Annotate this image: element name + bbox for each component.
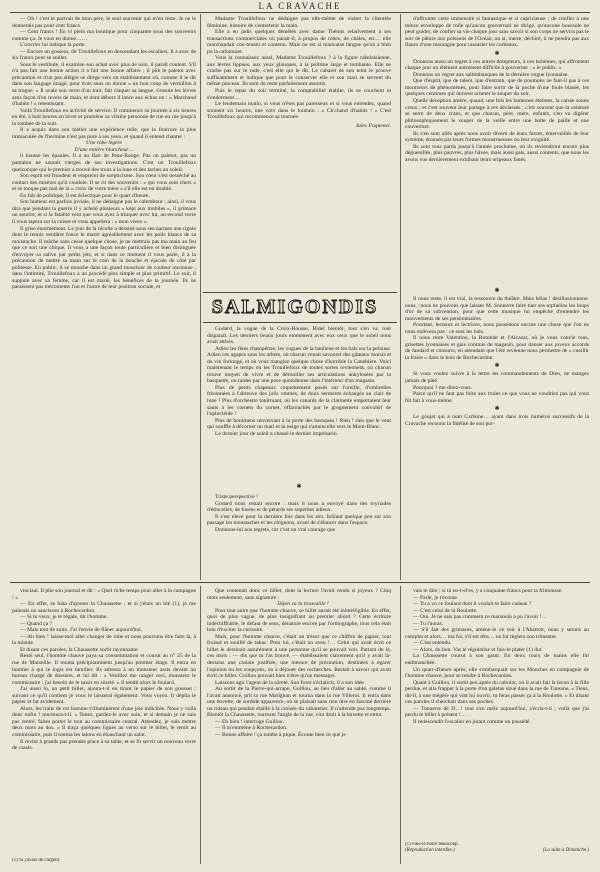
section-rule xyxy=(10,582,590,583)
reproduction-note: (Reproduction interdite.) xyxy=(405,848,455,853)
column-2-lower xyxy=(207,494,391,578)
column-3-lower-feuilleton xyxy=(405,588,589,838)
paragraph: Il revint à grands pas prendre place à sa table, et se fit servir un nouveau verre de cassis. xyxy=(12,738,196,752)
paragraph: Puis le repas du soir terminé, la comptabilité établie, ils se couchent et s'endorment… xyxy=(207,88,391,101)
paragraph: — En effet, se hâta d'ajouter la Chaussette ; et si j'étais un blé (1), je me paierais un saucisson à Rochecardon. xyxy=(12,601,196,614)
ornament-star: ✱ xyxy=(494,50,500,57)
ornament-star: ✱ xyxy=(296,484,302,490)
paragraph: Que d'esprit, que de talent, que d'entrain, que de poumons ne faut-il pas à ces montreurs de phénomènes, pour faire sortir de la poche d'une foule blasée, les quelques centimes qui doivent acheter le souper du soir. xyxy=(405,78,589,98)
paragraph: Au sortir de la Pierre-qui-arrape, Guillou, au lieu d'aller au sablé, comme il l'avait annoncé, prit la rue Marignan et tourna dans la rue Villeroi. Il entra dans une buvette, de sordide apparence, où se plaisait sans rien dire en fasciné derrière un rideau qui pendait étaillé à la croisée du cabaretier. Il n'attendit pas longtemps. Bientôt la Chaussette, tournant l'angle de la rue, vint droit à la buvette et entra. xyxy=(207,686,391,719)
section-title-text: SALMIGONDIS xyxy=(211,295,379,318)
paragraph: — Encore un gosseur, dit Trouillefoux en descendant les escaliers. Il a avec de six francs pour se soûler. xyxy=(12,48,196,62)
paragraph: Quant à Guillou, il sortit peu après du cabolot, où il avait fait la lecon à la fille perdue, et alla frapper à la porte d'un galetas situé dans la rue de Turenne. « Tiens, dit-il, à une mégère qui vint lui ouvrir, tu feras passer ça à la Roulotte. » Et disant ces paroles il cherchait dans ses poches. xyxy=(405,679,589,706)
footnote-text: (1) Si j'avais de l'argent. xyxy=(12,858,61,863)
section-title xyxy=(203,296,387,318)
paragraph: Plus de petits chapeaux coquettement posés sur l'oreille, d'ombrelles frisonnées à l'abreuve des jolis ommes, de doux serments échangés au clair de lune ! Plus d'orchestre tonitruant, où les canards de la clarinette emportaient leur sauts à les cornets du cornet, effarouchés par le grognement convulsif de l'ophicléide ! xyxy=(207,384,391,418)
paragraph: Alors, les traits de cet homme s'illuminèrent d'une joie indicible. Nous y voilà donc enfin ! murmura-t-il. « Tenez, gardez-le avec soin, et si demain je ne suis pas rentré, faites porter le tout au commissaire central. Attendez, je vais mettre deux mots au dos. » Il traça quelques lignes au verso sur le billet, le remit au commissaire, puis il tourna les talons en ébauchant un salut. xyxy=(12,705,196,739)
paragraph: Donnons un regret aux saltimbanques de la dernière vogue lyonnaise. xyxy=(413,71,569,78)
paragraph: — Cent francs ! En vl plein ma boutique pour cinquante sous des souvenirs comme ça. Je vous en donne…… xyxy=(12,29,196,42)
paragraph: Vous la connaissez aussi, Madame Trouillefoux ? à la figure rabelaisienne, aux lèvres lippues, aux yeux glauques, à la poitrine large et tombante. Elle ne crache pas sur le rude, c'est elle qui le dit. Le cabaret de son teint le prouve suffisamment et indique que pour le conserver elle et son mari se servent du même pinceau. Ils sont du reste parfaitement assortis. xyxy=(207,55,391,88)
column-separator-1 xyxy=(200,14,201,580)
paragraph: Il s'est élevé pour la dernière fois dans les airs, brûlant quelque peu sur son passage les moustaches et les chignons, avant de s'élancer dans l'espace. xyxy=(207,513,391,527)
paragraph: il hausse les épaules. Il a un flair de Peau-Rouge. Pas un paletot, pas un pantalon ne saurait vierges de ses investigations. C'est un Trouillefoux quelconque qui le premier a trouvé des trous à la lune et des taches au soleil. xyxy=(12,153,196,173)
paragraph: Sous le vestibule, il examine son achat avec plus de soin, il paraît content. S'il n'a pas fait une bonne action il a fait une bonne affaire ; il plie le paletot avec précaution et d'un pas allègre se dirige vers un établissement où, comme il le dit dans son langage imagé, pour trois sous on donne « un bon coup de vermillon à sa trogne. » Il avale son verre d'un trait, fait claquer sa langue, s'essuie les lèvres sans façon d'un revers de main, et dont débors il lance aux échos un : « Marchand d'habits ! » retentissant. xyxy=(12,61,196,108)
paragraph: — Si tu veux, je te régale, dit l'homme. xyxy=(20,614,108,621)
verse-line: D'une entière blancheur… xyxy=(74,146,134,153)
paragraph: Parce qu'il ne faut pas faire aux truies ce que vous ne voudriez pas qui vous fût fait à vous-même. xyxy=(405,391,589,404)
paragraph: — Eh bien ! interroge Guillou. xyxy=(215,718,284,725)
ornament-star: ✱ xyxy=(494,288,500,294)
paragraph: Donnons aussi un regret à ces autres dompteurs, à ces bohèmes, qui affrontent chaque jour un élément autrement difficile à gouverner : « le public. » xyxy=(405,58,589,72)
column-1-lower xyxy=(12,588,196,854)
paragraph: Il nous reste, il est vrai, la ressource du théâtre. Mais hélas ! désillusionnons-nous ; nous ne pouvons que laisser M. Sonnerre faire tuer ses orphelins les loups d'or de sa subvention, pour que cette musique lui empêche d'entendre les mouvements de ses pensionnaires. xyxy=(405,296,589,322)
paragraph: — Oh ! c'est le portrait de mon père, le seul souvenir qui m'en reste. Je ne le donnerais pas pour cent francs. xyxy=(12,16,196,29)
paragraph: Pour tout autre que l'homme chauve, ce billet aurait été inintelligible. En effet, quoi de plus vague, de plus insignifiant au premier abord ? Cette écriture indéchiffrable, le défaut de sens, dénature encore par l'orthographe, tous cela était loin d'exciter la curiosité. xyxy=(207,607,391,634)
column-3-notes xyxy=(405,842,589,870)
paragraph: — Il m'emmène à Rochecardon. xyxy=(215,725,288,732)
paragraph: Il nous reste Valentino, la Rotonde et l'Alcazar, où je vous convie tous, grisettes lyonnaises et gais commis de magasin, pour danser aux joyeux accords de Jandard et consorts, en attendant que l'été revienne nous permettre de « cueillir la fraise » dans le bois de Rochecardon. xyxy=(405,335,589,361)
footnote-left xyxy=(12,858,196,867)
paragraph: Voilà Trouillefoux en activité de service. Il commence sa journée à six heures en été, à huit heures en hiver et promène sa vilaine personne de rue en rue jusqu'à la tombée de la nuit. xyxy=(12,107,196,127)
column-1-upper xyxy=(12,16,196,578)
column-3-upper xyxy=(405,16,589,276)
paragraph: Le dernier jour de soleil a chassé le dernier imprésario. xyxy=(215,430,339,437)
paragraph: vinciaal. Il plie son journal et dit : « Quel riche temps pour aller à la campagne ! » xyxy=(12,588,196,601)
running-header: LA CRAVACHE xyxy=(258,1,342,11)
paragraph: — Quand ça ? xyxy=(20,620,53,627)
title-rule-top xyxy=(203,292,397,293)
column-separator-4 xyxy=(400,586,401,864)
paragraph: — Oui. Je ne sais pas comment ce marsouin a pu l'avoir !… xyxy=(413,614,548,621)
paragraph: — Alors, du bon. Vas te régularise et fais-le plater (1) dur. xyxy=(413,646,543,653)
verse-line: Une robe légère xyxy=(86,140,122,147)
paragraph: Il grise énormément. Le jour de la récolte a dessiné sous ses narines une rigole dont le tennis verdâtre fonce le marre agréablement avec les poils blancs de sa moustache. Il mâche sans cesse quelque chose, je ne mettrais pas ma main au feu que ce soit une chique. Il vous a une façon toute particulière et bien distinguée d'envoyer sa salive par petits jets, et si dans ce moment il vous parle, il a la précaution de mettre sa main sur le coin de la bouche et éjacule de côté par politesse. En public, il se mouche dans un grand mouchoir de couleur inconnue ; dans l'intimité, Trouillefoux a un procédé plus simple et plus primitif. Le soir, il suppute avec sa femme, car il est marié, les bénéfices de la journée. Ils ne paraissent pas mécontents l'un et l'autre de leur position sociale, et xyxy=(12,225,196,291)
paragraph: — Tu a vu ce foulard dont il voulait te faire cadeau ? xyxy=(413,601,532,608)
continuation-note: (La suite à Dimanche.) xyxy=(542,848,589,853)
paragraph: d'affronter cette immensité si fantastique et si capricieuse ; de confier à une mince enveloppe de toile qu'aucun gouvernail ne dirige, qu'aucune boussole ne peut guider, de confier sa vie chaque jour sans savoir si son corps ne servira pas le soir de pâture aux poissons de l'Océan, ou si, inerte, déchiré, il ne pendra pas aux flancs d'une montagne pour rassasier les corbeaux. xyxy=(405,16,589,49)
author-signature: Jules Foquenel. xyxy=(355,122,391,129)
paragraph: Pourquoi ? me direz-vous. xyxy=(413,384,473,391)
paragraph: L'ouvrier lui indique la porte. xyxy=(20,42,86,49)
end-notes xyxy=(405,848,589,854)
paragraph: Plus de bonimens renversant à la porte des baraques ! Rien ! rien que le vent qui souffle à décorner un mari et la neige qui s'amoncelle vers le Mont-Blanc. xyxy=(207,417,391,431)
paragraph: Godard nous restait encore : mais il nous a envoyé dans des myriades d'étincelles, de fusées et de pétards ses superbes adieux. xyxy=(207,500,391,514)
paragraph: La Chaussette courut à son garni. En deux tours de mains elle fut endimanchée. xyxy=(405,653,589,667)
paragraph: Mais, pour l'homme chauve, c'était un trésor que ce chiffon de papier, tout froissé et souillé de tabac. Pour lui, c'était un aveu !… Celui qui avait écrit ce billet le destinait assurément à une personne qu'il se pouvait voir. Partant de là, ces mots : — dis que tu l'as trouvé, — établissaient clairement qu'il y avait là-dessous une crainte justifiée, une mesure de précaution, destinées à égarer l'opinion ou les soupçons, ou à déjouer des recherches. Restait à savoir qui avait écrit ce billet. Guillou pouvait bien n'être qu'un messager. xyxy=(207,633,391,680)
title-rule-bottom xyxy=(203,322,397,323)
paragraph: Godard, la vogue de la Croix-Rousse, Bidel bientôt, tout s'en va, tout disparaît. Les derniers beaux jours emmènent avec eux ceux que le soleil nous avait attirés. xyxy=(207,326,391,346)
paragraph: Madame Trouillefoux ne dédaigne pas elle-même de visiter la clientèle féminine, histoire de s'entretenir la main. xyxy=(207,16,391,29)
paragraph: Laissons agir l'agent de la sûreté. Son front s'éclaircit, il a son idée. xyxy=(215,679,366,686)
paragraph: Il a acquis dans son métier une expérience telle, que la fourrure la plus immaculée de l'hermine n'est pas pure à ses yeux, et quand il entend chanter : xyxy=(12,127,196,140)
paragraph: Le goujat qui a nom Carbone… ayant dans trois numéros successifs de la Cravache reconnu la fidélité de son por- xyxy=(405,414,589,427)
ornament-star: ✱ xyxy=(494,406,500,413)
paragraph: J'ai aussi lu, un petit billet, ajouta-t-il en tirant le papier de son gousset ; suivant ce qu'il contient je vous le laisserai également. Vous voyez. Il déplia le papier et lut avidement. xyxy=(12,686,196,706)
column-2-middle xyxy=(207,326,391,480)
paragraph: Si vous voulez suivre à la lettre les commandements de Dieu, ne mangez jamais de pâté. xyxy=(405,371,589,385)
paragraph: Pourtant, lecteurs et lectrices, nous possédons encore une chose que l'on ne nous enlèvera pas : ce sont les bals. xyxy=(405,322,589,335)
paragraph: Dijon va la trouvaille ! xyxy=(277,601,329,608)
paragraph: — C'est entendu. xyxy=(413,640,452,647)
paragraph: — Mais tout de suite. J'ai l'envie de flâner aujourd'hui. xyxy=(20,627,143,634)
paragraph: — Tu l'auras. xyxy=(413,620,444,627)
paragraph: Ils s'en sont allés après nous avoir diverti de leurs farces, émerveillés de leur système, étonnés par leurs formes monstrueuses ou leur exiguïté. xyxy=(405,130,589,144)
paragraph: — Ah bien ! laisse-moi aller changer de robe et nous pourrons être faits là, à la minute. xyxy=(12,633,196,647)
paragraph: Donnons-lui nos regrets, car c'est un vrai courage que xyxy=(215,526,336,533)
paragraph: — C'est celui de la Roulotte. xyxy=(413,607,478,614)
paragraph: En fait de politique, il est éclectique pour le quart d'heure. xyxy=(20,192,150,199)
ornament-block xyxy=(207,482,391,492)
paragraph: Le lendemain matin, si vous n'êtes pas paresseux et si vous entendez, quand sonnent six heures, une voix dans le lointain : « Ch'chand d'habits ! » C'est Trouillefoux qui recommence sa tournée. xyxy=(207,101,391,121)
paragraph: Son esprit est frondeur et empreint de scepticisme. Son cœur s'est desséché au contact des misères qu'il coudoie. Il se rit des souvenirs : « qui vous sont chers » et se moque pas mal de la « croix de votre mère » s'il elle est en doublé. xyxy=(12,173,196,193)
header-rule xyxy=(10,12,590,13)
paragraph: Ils sont tous partis jusqu'à l'année prochaine, où ils reviendront encore plus déguenillés, plus pauvres, plus hâves, mais aussi gais, aussi contents, que nous les avons vus dernièrement exhibant leurs oripeaux fanés. xyxy=(405,143,589,163)
column-2-lower-feuilleton xyxy=(207,588,391,868)
ornament-star: ✱ xyxy=(494,363,500,370)
paragraph: — Parle, je t'écoute. xyxy=(413,594,459,601)
paragraph: Triste perspective ! xyxy=(215,494,258,500)
paragraph: — S'il fait des grimaces, amène-le ce soir à l'Abattoir, nous y serons au complet et alors… ma foi, s'il est têtu… on lui réglera son trimestre. xyxy=(405,627,589,640)
paragraph: — Tonnerre de D…! tout s'en mêle aujourd'hui, s'écria-t-il ; voilà que j'ai perdu le billet à présent !… xyxy=(405,705,589,719)
column-separator-2 xyxy=(400,14,401,580)
paragraph: Resté seul, l'homme chauve paya sa consommation et courut au n° 25 de la rue de Marseille. Il monta précipitamment jusqu'au premier étage. Il entra en homme à qui le logis est familier. Ils adressa à un monsieur assis devant un bureau chargé de dossiers, et lui dit : « Veuillez me ranger ceci, monsieur le commissaire ; j'ai besoin de le saisir en sûreté. » Il tendit alors le foulard. xyxy=(12,653,196,686)
paragraph: vais te dire ; si tu en-t-el'es, y a cinquante francs pour ta frimousse. xyxy=(413,588,563,594)
paragraph: Que contenait donc ce billet, dont la lecture l'avait rendu si joyeux ? Cinq mots seulement, sans signature : xyxy=(207,588,391,601)
paragraph: Adieu les fêtes champêtres, les vogues de la banlieue et les bals sur la pelouse. Adieu ces agapes sous les arbres, où chacun venait savourer des gâteaux moisis et du vin forlongé, et où vous mangiez quelque chose d'horrible la Canebière. Voici maintenant le temps où les Trouillefoux de toutes sortes reviennent, où chacun trouve moyen de vivre et de dérouiller ses articulations ankylosées par la basquette, ou raides par une pose quotidienne dans l'intérieur d'un magasin. xyxy=(207,345,391,385)
paragraph: Et disant ces paroles, la Chaussette sortit rayonnante. xyxy=(20,646,139,653)
column-3-middle xyxy=(405,286,589,578)
paragraph: Il redescendit l'escalier en jurant comme un possédé. xyxy=(413,718,531,725)
footnote-text: (1) Fais-le boire beaucoup. xyxy=(405,842,459,847)
column-2-upper xyxy=(207,16,391,288)
paragraph: Son humeur est parfois joviale, il ne dédaigne pas le calembour ; ainsi, il vous dira que pendant la guerre il y acheté plusieurs « képi aux mobiles », il grimace un sourire, et si la fatalité veut que vous ayez à trinquer avec lui, au second verre il vous tapera sur la cuisse et vous appellera : « mon vieux ». xyxy=(12,199,196,225)
paragraph: — Bonne affaire ! ça tombe à pique. Écoute bien ce que je xyxy=(215,732,346,739)
paragraph: Un quart-d'heure après, elle s'embarquait sur les Mouches en compagnie de l'homme chauve, pour se rendre à Rochecardon. xyxy=(405,666,589,680)
column-separator-3 xyxy=(200,586,201,864)
paragraph: Quelle déception amère, quand, une fois les lanternes éteintes, la caisse sonne creux ; et c'est souvent leur partage à ces déclassés ; c'est souvent que la ceinture se serre de deux crans, et que chacun, père, mère, enfants, s'en va digérer philosophiquement le souper de la veille entre une botte de paille et une couverture. xyxy=(405,98,589,131)
paragraph: Elle a eu jadis quelques démêlés avec dame Thémis relativement à ses transactions commerciales où parait-il, à propos de robes, de châles, etc… elle marchandait con-tenant et contenu. Mais ou est si mauvaise langue qu'on a bien pu la calomnier. xyxy=(207,29,391,55)
